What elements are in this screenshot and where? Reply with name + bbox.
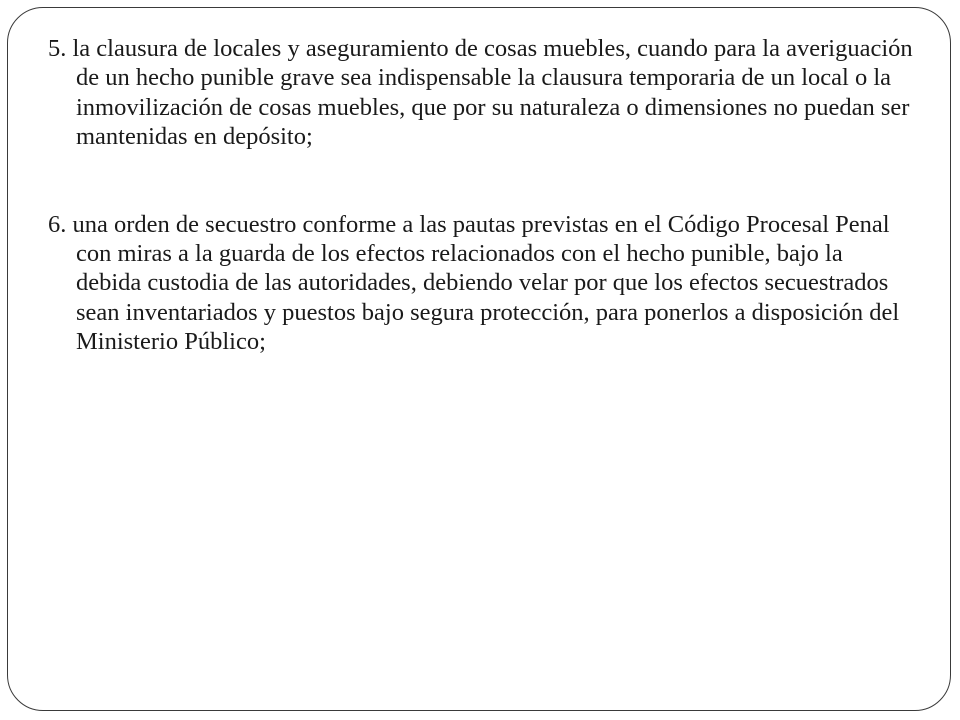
list-item-5: 5. la clausura de locales y aseguramiento de cosas muebles, cuando para la averiguación de un hecho punible grave sea indispensable la clausura temporaria de un local o la inmovilización de cosas muebles, que por su naturaleza o dimensiones no puedan ser mantenidas en depósito;	[48, 35, 913, 151]
slide-content	[48, 34, 914, 357]
list-item-6: 6. una orden de secuestro conforme a las pautas previstas en el Código Procesal Penal con miras a la guarda de los efectos relacionados con el hecho punible, bajo la debida custodia de las autoridades, debiendo velar por que los efectos secuestrados sean inventariados y puestos bajo segura protección, para ponerlos a disposición del Ministerio Público;	[48, 210, 900, 356]
